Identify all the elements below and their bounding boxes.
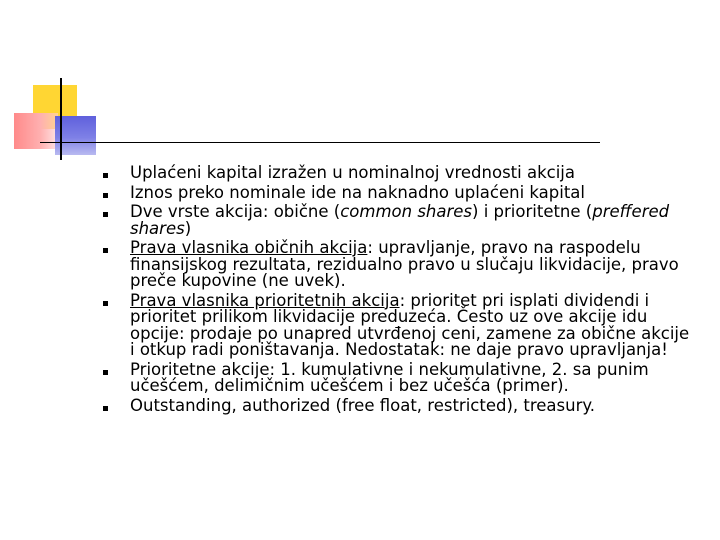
square-bullet-icon (103, 193, 108, 198)
square-bullet-icon (103, 173, 108, 178)
bullet-list (130, 165, 690, 417)
square-bullet-icon (103, 406, 108, 411)
bullet-text: Outstanding, authorized (free float, restricted), treasury. (130, 395, 596, 415)
bullet-item (130, 204, 690, 237)
bullet-text-underlined: Prava vlasnika prioritetnih akcija (130, 290, 400, 310)
title-divider-line (40, 142, 600, 143)
decorative-red-square (14, 113, 58, 149)
bullet-text: : prioritet pri isplati dividendi i prioritet prilikom likvidacije preduzeća. Često uz ove akcije idu opcije: prodaje po unapred utvrđenoj ceni, zamene za obične akcije i otkup radi poništavanja. Nedostatak: ne daje pravo upravljanja! (130, 290, 690, 359)
bullet-text-underlined: Prava vlasnika običnih akcija (130, 238, 368, 257)
bullet-item (130, 290, 690, 359)
bullet-item (130, 182, 690, 202)
bullet-item (130, 359, 690, 395)
bullet-text-italic: preffered shares (130, 202, 670, 238)
bullet-text: Iznos preko nominale ide na naknadno uplaćeni kapital (130, 182, 585, 202)
bullet-text: Prioritetne akcije: 1. kumulativne i nekumulativne, 2. sa punim učešćem, delimičnim učešćem i bez učešća (primer). (130, 359, 649, 395)
square-bullet-icon (103, 301, 108, 306)
bullet-item (130, 165, 690, 182)
bullet-text: ) (184, 218, 192, 238)
bullet-text: Dve vrste akcija: obične ( (130, 202, 341, 221)
bullet-text: Uplaćeni kapital izražen u nominalnoj vrednosti akcija (130, 163, 575, 182)
bullet-text: : upravljanje, pravo na raspodelu finansijskog rezultata, rezidualno pravo u slučaju likvidacije, pravo preče kupovine (ne uvek). (130, 238, 679, 290)
bullet-text: ) i prioritetne ( (472, 202, 593, 221)
square-bullet-icon (103, 212, 108, 217)
square-bullet-icon (103, 248, 108, 253)
bullet-item (130, 240, 690, 290)
decorative-vertical-line (60, 78, 62, 160)
bullet-text-italic: common shares (340, 202, 473, 221)
square-bullet-icon (103, 370, 108, 375)
bullet-item (130, 395, 690, 415)
